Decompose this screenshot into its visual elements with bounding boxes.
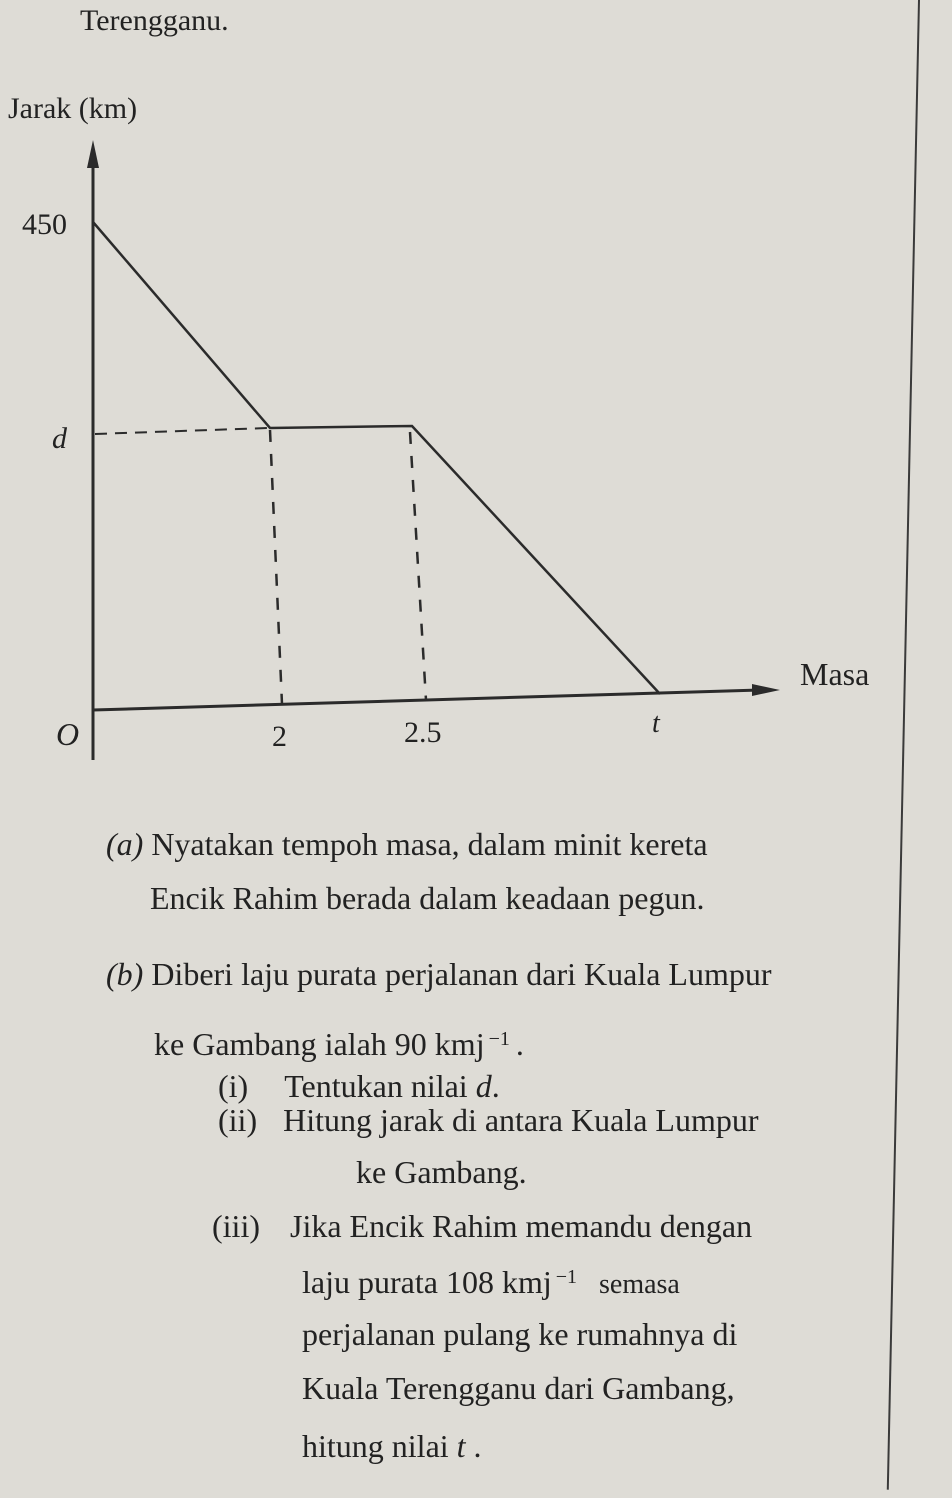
question-b-ii-label: (ii) <box>218 1102 258 1138</box>
graph-line <box>93 222 660 694</box>
y-tick-d: d <box>52 422 67 455</box>
x-tick-t: t <box>652 708 660 739</box>
question-b-iii-line2 <box>302 1266 680 1299</box>
question-b-text1: Diberi laju purata perjalanan dari Kuala Lumpur <box>151 956 772 992</box>
question-b-iii-text2a: laju purata 108 kmj <box>302 1264 552 1300</box>
question-b-iii-text5-end: . <box>473 1428 482 1464</box>
question-a-line1 <box>106 828 708 860</box>
question-b-line2 <box>154 1028 524 1060</box>
question-b-iii-line4: Kuala Terengganu dari Gambang, <box>302 1370 735 1406</box>
question-b-i-label: (i) <box>218 1068 249 1104</box>
question-b-label: (b) <box>106 956 144 992</box>
question-a-text1: Nyatakan tempoh masa, dalam minit kereta <box>151 826 708 862</box>
y-tick-450: 450 <box>22 208 67 241</box>
question-b-ii <box>218 1104 758 1136</box>
question-b-iii-label: (iii) <box>212 1208 260 1244</box>
question-b-i-text: Tentukan nilai <box>284 1068 468 1104</box>
question-b-ii-line2: ke Gambang. <box>356 1154 527 1190</box>
question-b-exponent: −1 <box>488 1028 510 1050</box>
x-axis-label: Masa <box>800 656 870 692</box>
y-axis-label: Jarak (km) <box>8 92 138 125</box>
question-a-label: (a) <box>106 826 144 862</box>
origin-label: O <box>56 716 80 752</box>
question-b-i-var: d <box>475 1068 492 1104</box>
x-tick-2-5: 2.5 <box>404 716 442 749</box>
question-b-i <box>218 1070 500 1102</box>
d-dash-line <box>95 428 268 434</box>
x25-dash-line <box>410 432 426 700</box>
question-b-iii-var: t <box>456 1428 466 1464</box>
question-b-iii-text1: Jika Encik Rahim memandu dengan <box>289 1208 753 1244</box>
question-a-line2: Encik Rahim berada dalam keadaan pegun. <box>150 880 705 916</box>
question-b-iii <box>212 1210 752 1242</box>
question-b-iii-line5 <box>302 1430 482 1462</box>
header-location: Terengganu. <box>80 4 229 37</box>
question-b-ii-text1: Hitung jarak di antara Kuala Lumpur <box>283 1102 759 1138</box>
question-b-text2-end: . <box>515 1026 524 1062</box>
x2-dash-line <box>270 430 282 704</box>
y-axis-arrow <box>87 140 99 168</box>
x-tick-2: 2 <box>272 720 287 753</box>
question-b-iii-exponent: −1 <box>555 1266 577 1288</box>
question-b-iii-text2b: semasa <box>599 1269 680 1300</box>
question-b-i-end: . <box>491 1068 500 1104</box>
question-b-iii-text5a: hitung nilai <box>302 1428 449 1464</box>
question-b-line1 <box>106 958 772 990</box>
x-axis-arrow <box>752 684 780 696</box>
question-b-iii-line3: perjalanan pulang ke rumahnya di <box>302 1316 738 1352</box>
question-b-text2: ke Gambang ialah 90 kmj <box>154 1026 485 1062</box>
